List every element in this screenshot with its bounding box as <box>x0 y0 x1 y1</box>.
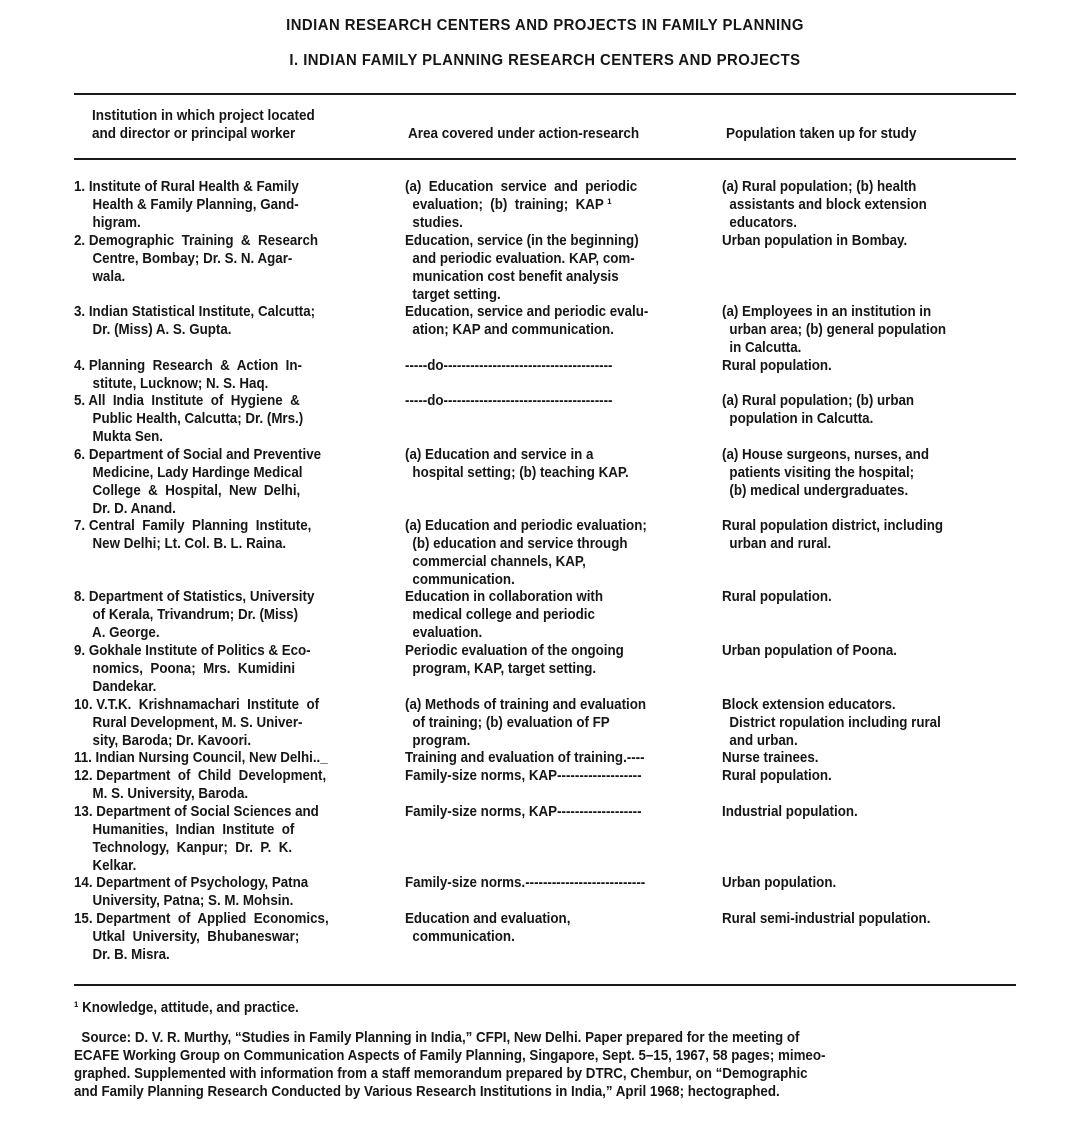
table-cell-institution: 13. Department of Social Sciences and Humanities, Indian Institute of Technology, Kanpur; Dr. P. K. Kelkar. <box>74 803 319 874</box>
table-cell-population: Rural population. <box>722 357 832 374</box>
table-cell-institution: 12. Department of Child Development, M. S. University, Baroda. <box>74 767 327 802</box>
bottom-rule <box>74 984 1016 986</box>
header-rule <box>74 158 1016 160</box>
table-cell-area: (a) Methods of training and evaluation of training; (b) evaluation of FP program. <box>405 696 647 749</box>
table-cell-population: Block extension educators. District ropulation including rural and urban. <box>722 696 941 749</box>
table-cell-institution: 1. Institute of Rural Health & Family Health & Family Planning, Gand- higram. <box>74 178 299 231</box>
table-cell-area: Training and evaluation of training.---- <box>405 749 645 766</box>
table-cell-area: Education and evaluation, communication. <box>405 910 571 945</box>
table-cell-institution: 15. Department of Applied Economics, Utkal University, Bhubaneswar; Dr. B. Misra. <box>74 910 329 963</box>
table-cell-population: Industrial population. <box>722 803 858 820</box>
table-cell-institution: 6. Department of Social and Preventive Medicine, Lady Hardinge Medical College & Hospital, New Delhi, Dr. D. Anand. <box>74 446 322 517</box>
table-cell-population: (a) Rural population; (b) health assistants and block extension educators. <box>722 178 927 231</box>
table-cell-population: Nurse trainees. <box>722 749 819 766</box>
table-cell-population: Rural population. <box>722 767 832 784</box>
column-header-area: Area covered under action-research <box>408 125 640 142</box>
table-cell-institution: 8. Department of Statistics, University of Kerala, Trivandrum; Dr. (Miss) A. George. <box>74 588 315 641</box>
table-title: I. INDIAN FAMILY PLANNING RESEARCH CENTERS AND PROJECTS <box>289 52 801 69</box>
column-header-institution: Institution in which project located and director or principal worker <box>92 107 315 142</box>
table-cell-institution: 11. Indian Nursing Council, New Delhi.._ <box>74 749 328 766</box>
table-cell-population: (a) Rural population; (b) urban population in Calcutta. <box>722 392 915 427</box>
table-cell-institution: 10. V.T.K. Krishnamachari Institute of Rural Development, M. S. Univer- sity, Baroda; Dr. Kavoori. <box>74 696 320 749</box>
table-cell-population: (a) House surgeons, nurses, and patients visiting the hospital; (b) medical undergraduates. <box>722 446 929 499</box>
table-cell-institution: 3. Indian Statistical Institute, Calcutta; Dr. (Miss) A. S. Gupta. <box>74 303 316 338</box>
column-header-population: Population taken up for study <box>726 125 917 142</box>
table-cell-institution: 4. Planning Research & Action In- stitute, Lucknow; N. S. Haq. <box>74 357 302 392</box>
table-cell-area: -----do-------------------------------------- <box>405 392 613 409</box>
document-title: INDIAN RESEARCH CENTERS AND PROJECTS IN FAMILY PLANNING <box>286 17 804 34</box>
table-cell-population: Rural semi-industrial population. <box>722 910 931 927</box>
table-cell-population: (a) Employees in an institution in urban area; (b) general population in Calcutta. <box>722 303 947 356</box>
table-cell-area: Education, service and periodic evalu- ation; KAP and communication. <box>405 303 649 338</box>
table-cell-area: Family-size norms, KAP------------------- <box>405 803 642 820</box>
table-cell-institution: 14. Department of Psychology, Patna University, Patna; S. M. Mohsin. <box>74 874 309 909</box>
table-cell-area: (a) Education service and periodic evaluation; (b) training; KAP ¹ studies. <box>405 178 638 231</box>
table-cell-population: Urban population in Bombay. <box>722 232 908 249</box>
table-cell-institution: 9. Gokhale Institute of Politics & Eco- nomics, Poona; Mrs. Kumidini Dandekar. <box>74 642 311 695</box>
table-cell-area: -----do-------------------------------------- <box>405 357 613 374</box>
table-cell-institution: 7. Central Family Planning Institute, New Delhi; Lt. Col. B. L. Raina. <box>74 517 312 552</box>
table-cell-population: Urban population of Poona. <box>722 642 898 659</box>
table-cell-population: Rural population. <box>722 588 832 605</box>
footnote: ¹ Knowledge, attitude, and practice. <box>74 999 299 1016</box>
table-cell-area: Education in collaboration with medical college and periodic evaluation. <box>405 588 604 641</box>
table-cell-area: Education, service (in the beginning) and periodic evaluation. KAP, com- munication cost benefit analysis target setting. <box>405 232 639 303</box>
table-cell-area: (a) Education and periodic evaluation; (b) education and service through commercial channels, KAP, communication. <box>405 517 647 588</box>
table-cell-population: Urban population. <box>722 874 837 891</box>
table-cell-area: Family-size norms.--------------------------- <box>405 874 646 891</box>
source-note: Source: D. V. R. Murthy, “Studies in Family Planning in India,” CFPI, New Delhi. Paper prepared for the meeting of ECAFE Working Group on Communication Aspects of Family Planning, Singapore, Sept. 5–15, 1967, 58 pages; mimeo- graphed. Supplemented with information from a staff memorandum prepared by DTRC, Chembur, on “Demographic and Family Planning Research Conducted by Various Research Institutions in India,” April 1968; hectographed. <box>74 1029 826 1100</box>
top-rule <box>74 93 1016 95</box>
table-cell-institution: 5. All India Institute of Hygiene & Public Health, Calcutta; Dr. (Mrs.) Mukta Sen. <box>74 392 304 445</box>
table-cell-population: Rural population district, including urban and rural. <box>722 517 944 552</box>
table-cell-area: Family-size norms, KAP------------------- <box>405 767 642 784</box>
table-cell-area: Periodic evaluation of the ongoing program, KAP, target setting. <box>405 642 624 677</box>
table-cell-area: (a) Education and service in a hospital setting; (b) teaching KAP. <box>405 446 629 481</box>
table-cell-institution: 2. Demographic Training & Research Centre, Bombay; Dr. S. N. Agar- wala. <box>74 232 319 285</box>
